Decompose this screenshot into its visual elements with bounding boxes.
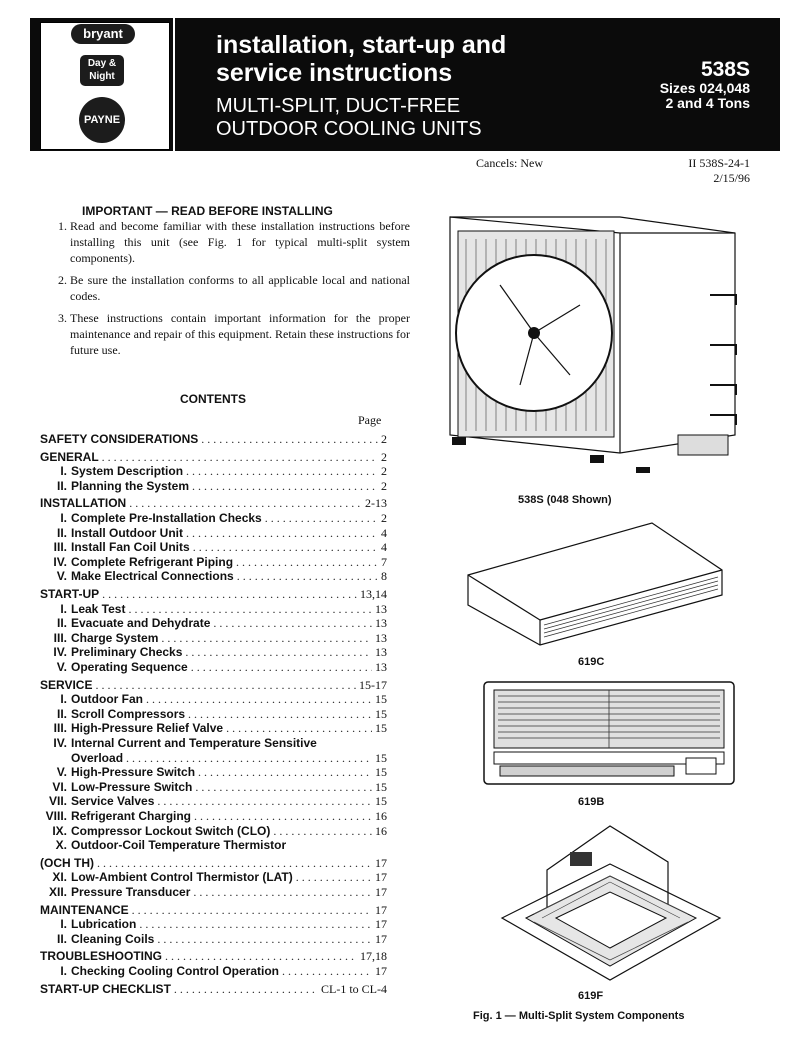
toc-entry-title: (OCH TH) xyxy=(40,855,94,870)
toc-entry-title: Pressure Transducer xyxy=(71,885,191,899)
toc-entry-page: 2 xyxy=(381,511,387,525)
toc-leader-dots xyxy=(191,660,372,675)
toc-entry-title: Cleaning Coils xyxy=(71,931,155,946)
toc-entry-title: Planning the System xyxy=(71,478,190,493)
toc-entry-number: IV. xyxy=(53,554,67,569)
toc-entry-title: Operating Sequence xyxy=(71,660,188,674)
toc-entry-number: III. xyxy=(53,540,67,555)
contents-heading: CONTENTS xyxy=(180,392,246,406)
toc-entry-page: 13 xyxy=(375,630,387,645)
toc-leader-dots xyxy=(157,794,372,809)
toc-leader-dots xyxy=(126,751,372,766)
toc-entry-number: IX. xyxy=(52,823,67,838)
toc-entry-number: III. xyxy=(53,721,67,736)
payne-logo: PAYNE xyxy=(79,97,125,143)
toc-entry[interactable] xyxy=(40,903,387,918)
toc-entry[interactable] xyxy=(40,856,387,871)
toc-leader-dots xyxy=(174,982,318,997)
toc-entry[interactable] xyxy=(40,824,387,839)
toc-leader-dots xyxy=(102,450,378,465)
toc-entry-page: 2 xyxy=(381,478,387,493)
outdoor-unit-illustration xyxy=(440,205,750,475)
fan-coil-619f-illustration xyxy=(492,820,732,985)
toc-entry-title: Overload xyxy=(71,750,124,765)
document-id: II 538S-24-1 xyxy=(688,156,750,170)
sizes-line-2: 2 and 4 Tons xyxy=(665,95,750,111)
subtitle-line-1: MULTI-SPLIT, DUCT-FREE xyxy=(216,95,461,117)
toc-entry-title: Outdoor Fan xyxy=(71,692,143,707)
toc-entry-page: 17 xyxy=(375,855,387,870)
toc-entry-title: Complete Pre-Installation Checks xyxy=(71,511,262,525)
toc-leader-dots xyxy=(139,917,372,932)
toc-leader-dots xyxy=(186,526,378,541)
important-item: 3. These instructions contain important information for the proper maintenance and repair of this equipment. Retain these instructions for future use. xyxy=(70,310,410,358)
toc-entry[interactable] xyxy=(40,932,387,947)
toc-entry[interactable] xyxy=(40,432,387,447)
toc-entry-title: Internal Current and Temperature Sensitive xyxy=(71,736,317,750)
toc-entry-number: II. xyxy=(56,706,67,721)
toc-leader-dots xyxy=(185,645,372,660)
toc-entry-page: 2 xyxy=(381,432,387,446)
toc-entry-number: VI. xyxy=(52,779,67,794)
toc-leader-dots xyxy=(193,540,378,555)
toc-entry-number: XII. xyxy=(48,885,67,899)
toc-leader-dots xyxy=(201,432,378,447)
toc-entry-page: 17 xyxy=(375,870,387,885)
toc-entry-number: XI. xyxy=(52,870,67,885)
toc-entry-page: 13,14 xyxy=(360,587,387,601)
toc-entry-number: I. xyxy=(60,511,67,525)
toc-entry-page: 13 xyxy=(375,660,387,674)
toc-entry-page: 7 xyxy=(381,554,387,569)
toc-leader-dots xyxy=(195,780,372,795)
toc-entry[interactable] xyxy=(40,838,387,853)
toc-entry-title: Low-Ambient Control Thermistor (LAT) xyxy=(71,870,293,885)
toc-entry-number: II. xyxy=(56,478,67,493)
cancels-note: Cancels: New xyxy=(476,156,543,170)
toc-entry-number: I. xyxy=(60,964,67,978)
header-divider xyxy=(173,18,175,151)
toc-leader-dots xyxy=(97,856,372,871)
toc-leader-dots xyxy=(129,496,362,511)
toc-leader-dots xyxy=(186,464,378,479)
toc-entry[interactable] xyxy=(40,870,387,885)
fan-coil-619c-illustration xyxy=(460,515,730,650)
toc-entry-title: MAINTENANCE xyxy=(40,902,129,917)
toc-entry-page: 15 xyxy=(375,794,387,809)
toc-entry-title: Evacuate and Dehydrate xyxy=(71,616,211,631)
toc-leader-dots xyxy=(237,569,378,584)
toc-entry-page: CL-1 to CL-4 xyxy=(321,981,387,996)
toc-entry-title: Refrigerant Charging xyxy=(71,809,192,823)
toc-leader-dots xyxy=(146,692,372,707)
toc-entry-number: I. xyxy=(60,692,67,707)
toc-entry[interactable] xyxy=(40,794,387,809)
toc-entry[interactable] xyxy=(40,692,387,707)
toc-leader-dots xyxy=(193,885,372,900)
day-night-logo: Day & Night xyxy=(80,55,124,86)
toc-entry[interactable] xyxy=(40,736,387,751)
toc-entry[interactable] xyxy=(40,479,387,494)
important-item: 1. Read and become familiar with these installation instructions before installing this unit (see Fig. 1 for typical multi-split system components). xyxy=(70,218,410,266)
toc-leader-dots xyxy=(265,511,378,526)
toc-leader-dots xyxy=(282,964,372,979)
toc-leader-dots xyxy=(128,602,372,617)
toc-entry[interactable] xyxy=(40,678,387,693)
toc-entry[interactable] xyxy=(40,511,387,526)
toc-entry[interactable] xyxy=(40,602,387,617)
toc-entry[interactable] xyxy=(40,645,387,660)
toc-entry-page: 17 xyxy=(375,964,387,978)
toc-entry-title: Outdoor-Coil Temperature Thermistor xyxy=(71,838,287,853)
important-item: 2. Be sure the installation conforms to all applicable local and national codes. xyxy=(70,272,410,304)
toc-entry-page: 2 xyxy=(381,449,387,464)
toc-entry[interactable] xyxy=(40,464,387,479)
toc-entry[interactable] xyxy=(40,569,387,584)
toc-entry-title: START-UP CHECKLIST xyxy=(40,981,171,996)
toc-entry-title: Checking Cooling Control Operation xyxy=(71,964,279,978)
title-line-1: installation, start-up and xyxy=(216,31,507,59)
toc-entry[interactable] xyxy=(40,616,387,631)
toc-entry-title: Scroll Compressors xyxy=(71,706,186,721)
toc-entry[interactable] xyxy=(40,885,387,900)
model-number: 538S xyxy=(700,58,750,81)
toc-leader-dots xyxy=(194,809,372,824)
toc-leader-dots xyxy=(161,631,372,646)
toc-entry-page: 15 xyxy=(375,721,387,736)
toc-entry[interactable] xyxy=(40,526,387,541)
fan-coil-619f-caption: 619F xyxy=(578,990,604,1002)
toc-entry-title: TROUBLESHOOTING xyxy=(40,949,162,964)
toc-leader-dots xyxy=(188,707,372,722)
toc-leader-dots xyxy=(102,587,357,602)
toc-entry-page: 13 xyxy=(375,616,387,631)
toc-entry-title: Complete Refrigerant Piping xyxy=(71,554,234,569)
important-list xyxy=(48,218,410,364)
toc-entry-title: High-Pressure Relief Valve xyxy=(71,721,224,736)
toc-leader-dots xyxy=(213,616,372,631)
toc-entry[interactable] xyxy=(40,660,387,675)
toc-entry[interactable] xyxy=(40,540,387,555)
toc-entry-page: 17 xyxy=(375,885,387,899)
toc-entry[interactable] xyxy=(40,809,387,824)
toc-entry-title: INSTALLATION xyxy=(40,496,127,511)
toc-entry-page: 17 xyxy=(375,917,387,932)
toc-entry-number: IV. xyxy=(53,645,67,660)
toc-entry-page: 8 xyxy=(381,569,387,584)
toc-entry[interactable] xyxy=(40,917,387,932)
toc-entry-number: X. xyxy=(55,838,67,853)
toc-entry-page: 15 xyxy=(375,765,387,780)
toc-leader-dots xyxy=(192,479,378,494)
toc-entry-number: II. xyxy=(56,525,67,540)
toc-entry[interactable] xyxy=(40,982,387,997)
toc-leader-dots xyxy=(226,721,372,736)
toc-leader-dots xyxy=(132,903,372,918)
toc-entry-number: VII. xyxy=(48,794,67,809)
toc-entry-title: START-UP xyxy=(40,587,100,601)
toc-entry[interactable] xyxy=(40,751,387,766)
toc-entry-title: Service Valves xyxy=(71,794,155,809)
toc-leader-dots xyxy=(198,765,372,780)
toc-leader-dots xyxy=(236,555,378,570)
toc-entry-number: V. xyxy=(56,660,67,674)
toc-entry-page: 13 xyxy=(375,601,387,616)
toc-entry-page: 17 xyxy=(375,931,387,946)
figure-caption: Fig. 1 — Multi-Split System Components xyxy=(473,1010,685,1022)
toc-entry[interactable] xyxy=(40,555,387,570)
toc-entry-page: 16 xyxy=(375,809,387,823)
toc-entry[interactable] xyxy=(40,949,387,964)
toc-entry-number: IV. xyxy=(53,736,67,750)
toc-entry[interactable] xyxy=(40,780,387,795)
toc-entry-title: Leak Test xyxy=(71,601,126,616)
toc-entry[interactable] xyxy=(40,587,387,602)
toc-entry-title: Low-Pressure Switch xyxy=(71,779,193,794)
document-date: 2/15/96 xyxy=(713,171,750,185)
toc-leader-dots xyxy=(273,824,372,839)
toc-entry-number: I. xyxy=(60,601,67,616)
toc-entry-page: 16 xyxy=(375,823,387,838)
toc-entry-title: SERVICE xyxy=(40,677,93,692)
toc-entry-page: 2 xyxy=(381,464,387,479)
toc-entry-number: II. xyxy=(56,616,67,631)
toc-entry[interactable] xyxy=(40,765,387,780)
toc-entry-page: 4 xyxy=(381,540,387,555)
toc-entry-page: 2-13 xyxy=(365,496,387,511)
toc-entry-title: SAFETY CONSIDERATIONS xyxy=(40,432,199,446)
toc-entry-number: V. xyxy=(56,765,67,780)
toc-entry-number: III. xyxy=(53,630,67,645)
toc-entry-number: VIII. xyxy=(45,809,67,823)
toc-entry[interactable] xyxy=(40,450,387,465)
toc-entry[interactable] xyxy=(40,964,387,979)
toc-entry-number: I. xyxy=(60,464,67,479)
toc-entry-title: Charge System xyxy=(71,630,159,645)
toc-entry-page: 17 xyxy=(375,902,387,917)
toc-leader-dots xyxy=(165,949,357,964)
toc-entry-page: 15 xyxy=(375,750,387,765)
toc-entry-title: High-Pressure Switch xyxy=(71,765,196,780)
toc-entry-title: Make Electrical Connections xyxy=(71,569,234,584)
outdoor-unit-caption: 538S (048 Shown) xyxy=(518,494,612,506)
fan-coil-619b-illustration xyxy=(480,678,740,790)
fan-coil-619b-caption: 619B xyxy=(578,796,605,808)
toc-entry-title: Preliminary Checks xyxy=(71,645,183,660)
important-heading: IMPORTANT — READ BEFORE INSTALLING xyxy=(82,204,333,218)
toc-entry-page: 15-17 xyxy=(359,677,387,692)
toc-entry-page: 17,18 xyxy=(360,949,387,964)
toc-entry-title: Install Outdoor Unit xyxy=(71,525,183,540)
toc-entry-title: GENERAL xyxy=(40,449,99,464)
subtitle-line-2: OUTDOOR COOLING UNITS xyxy=(216,118,482,140)
toc-entry-number: II. xyxy=(56,931,67,946)
bryant-logo: bryant xyxy=(71,24,135,44)
toc-entry-page: 4 xyxy=(381,525,387,540)
toc-entry-page: 13 xyxy=(375,645,387,660)
toc-entry-page: 15 xyxy=(375,692,387,707)
toc-entry-number: I. xyxy=(60,917,67,932)
toc-entry-page: 15 xyxy=(375,779,387,794)
toc-leader-dots xyxy=(95,678,356,693)
toc-entry-title: Install Fan Coil Units xyxy=(71,540,190,555)
toc-entry-page: 15 xyxy=(375,706,387,721)
toc-leader-dots xyxy=(157,932,372,947)
toc-entry-title: Lubrication xyxy=(71,917,137,932)
toc-leader-dots xyxy=(296,870,372,885)
fan-coil-619c-caption: 619C xyxy=(578,656,605,668)
toc-entry[interactable] xyxy=(40,496,387,511)
toc-entry[interactable] xyxy=(40,707,387,722)
toc-entry-title: System Description xyxy=(71,464,184,479)
toc-entry-title: Compressor Lockout Switch (CLO) xyxy=(71,823,271,838)
toc-entry[interactable] xyxy=(40,721,387,736)
toc-entry[interactable] xyxy=(40,631,387,646)
toc-entry-number: V. xyxy=(56,569,67,584)
contents-page-label: Page xyxy=(358,413,382,427)
sizes-line-1: Sizes 024,048 xyxy=(659,80,750,96)
title-line-2: service instructions xyxy=(216,59,453,87)
